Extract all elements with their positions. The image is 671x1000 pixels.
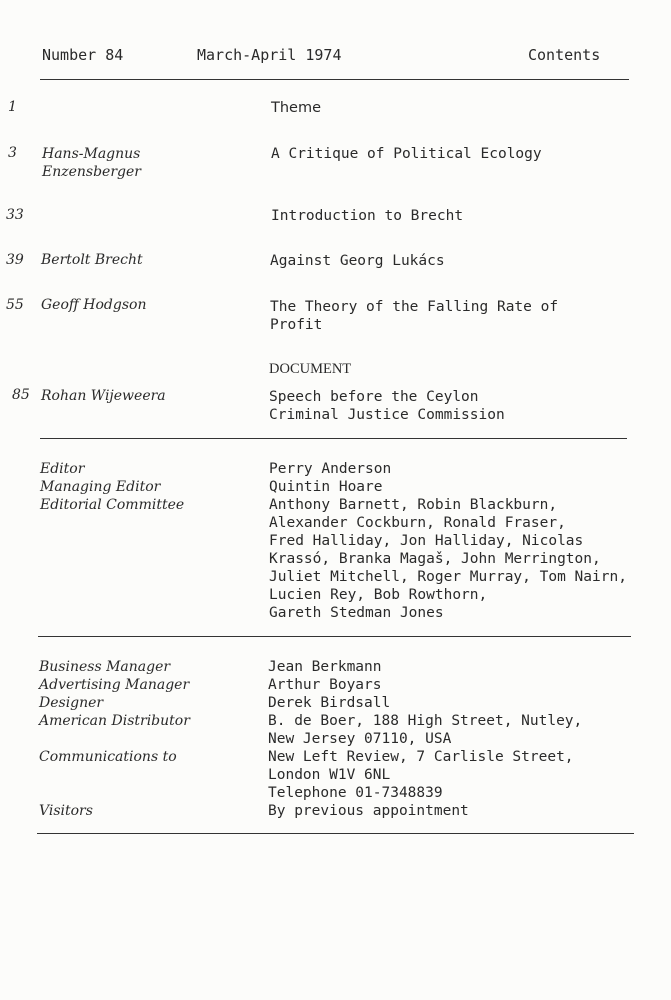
editorial-roles: Editor Managing Editor Editorial Committee (40, 461, 185, 513)
page-number: 33 (6, 207, 24, 223)
footer-rule (37, 833, 634, 834)
header-rule (40, 79, 629, 80)
business-values: Jean Berkmann Arthur Boyars Derek Birdsall B. de Boer, 188 High Street, Nutley, New Jersey 07110, USA New Left Review, 7 Carlisle Street, London W1V 6NL Telephone 01-7348839 By previous appointment (268, 659, 583, 819)
toc-title: Against Georg Lukács (270, 253, 445, 269)
contents-heading: Contents (528, 46, 601, 64)
toc-title: Theme (271, 100, 322, 116)
toc-author: Geoff Hodgson (41, 297, 147, 313)
page-number: 55 (6, 297, 24, 313)
page-number: 1 (8, 99, 17, 115)
section-label: DOCUMENT (269, 361, 352, 377)
toc-author: Hans-Magnus Enzensberger (42, 146, 141, 180)
page-number: 39 (6, 252, 24, 268)
page-number: 85 (12, 387, 30, 403)
business-roles: Business Manager Advertising Manager Designer American Distributor Communications to Visitors (39, 659, 190, 819)
toc-title: Speech before the Ceylon Criminal Justice Commission (269, 389, 505, 423)
toc-title: The Theory of the Falling Rate of Profit (270, 299, 559, 333)
toc-rule (40, 438, 627, 439)
issue-number: Number 84 (42, 46, 124, 64)
toc-author: Bertolt Brecht (41, 252, 143, 268)
toc-title: Introduction to Brecht (271, 208, 464, 224)
issue-date: March-April 1974 (197, 46, 342, 64)
editorial-names: Perry Anderson Quintin Hoare Anthony Barnett, Robin Blackburn, Alexander Cockburn, Ronald Fraser, Fred Halliday, Jon Halliday, Nicolas Krassó, Branka Magaš, John Merrington, Juliet Mitchell, Roger Murray, Tom Nairn, Lucien Rey, Bob Rowthorn, Gareth Stedman Jones (269, 461, 627, 621)
page-number: 3 (8, 145, 17, 161)
toc-title: A Critique of Political Ecology (271, 146, 542, 162)
editorial-rule (38, 636, 631, 637)
toc-author: Rohan Wijeweera (41, 388, 166, 404)
